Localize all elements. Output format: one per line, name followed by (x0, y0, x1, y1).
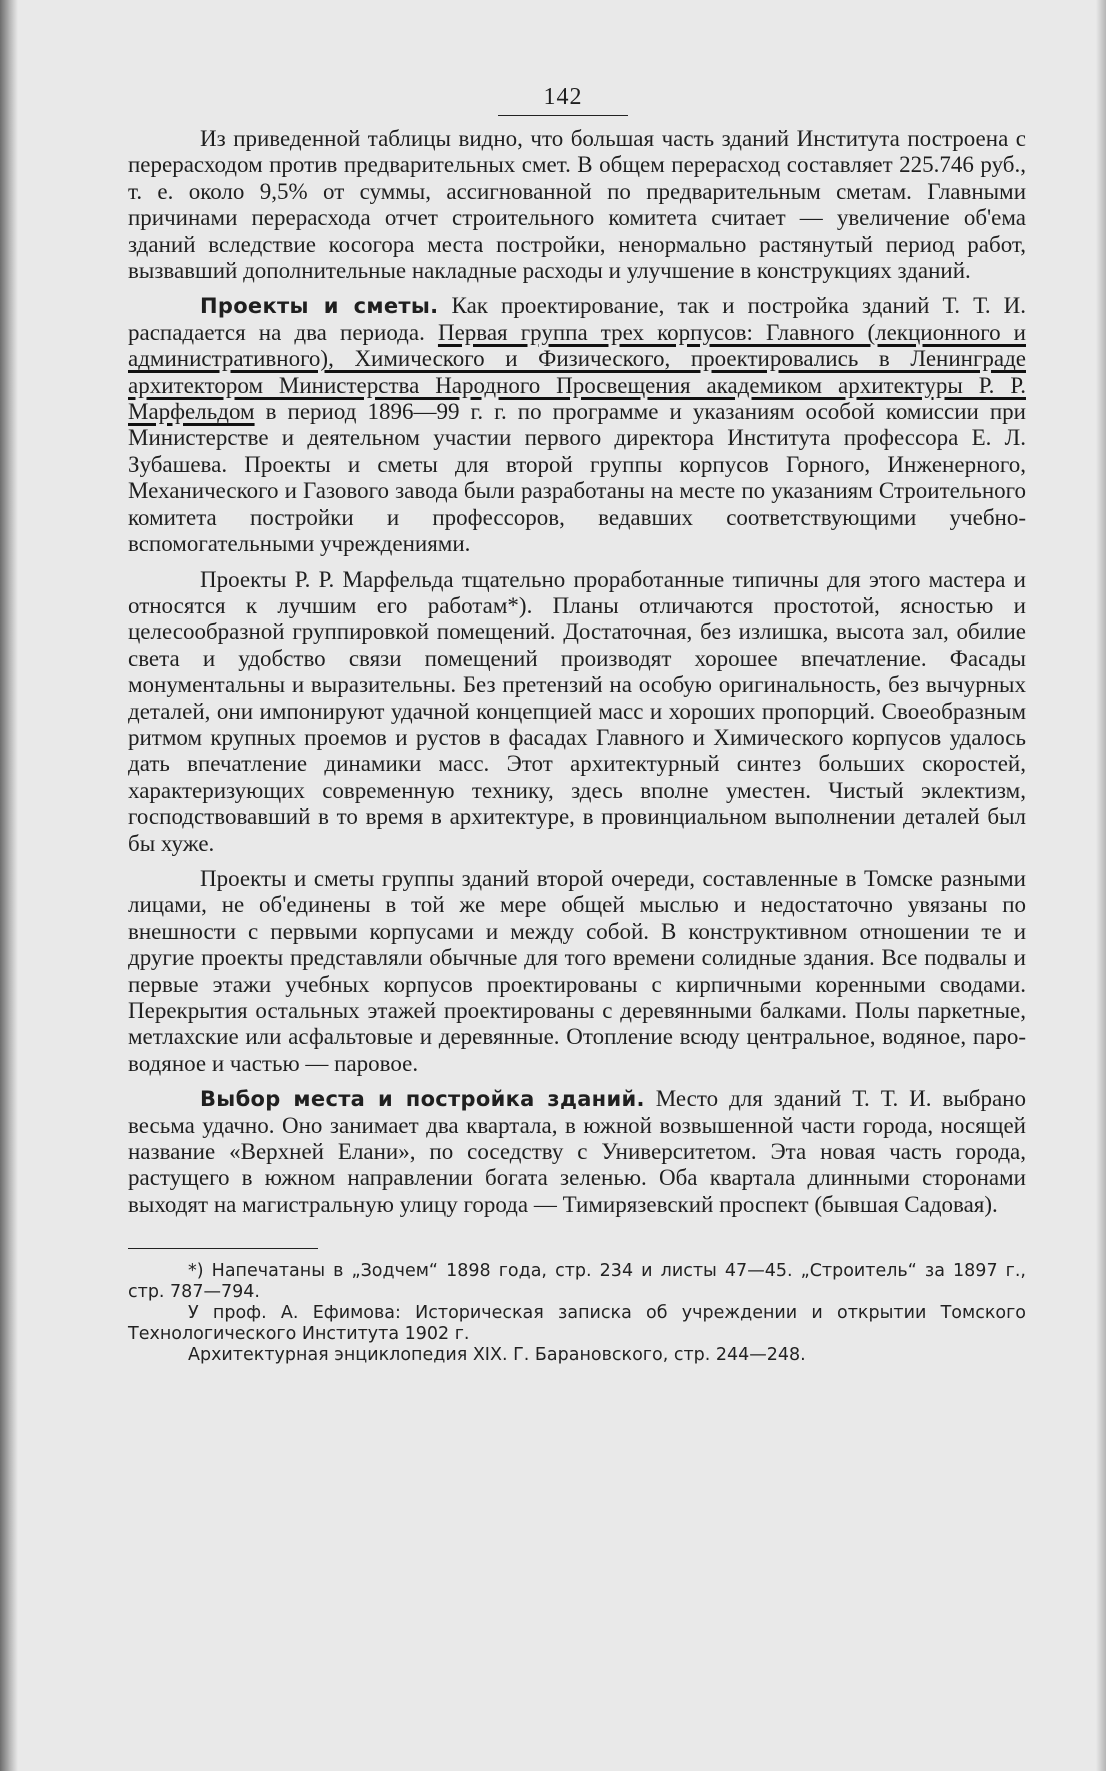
footnote: У проф. А. Ефимова: Историческая записка об учреждении и открытии Томского Технологического Института 1902 г. (128, 1303, 1026, 1345)
paragraph-text: Место для зданий Т. Т. И. выбрано весьма удачно. Оно занимает два квартала, в южной возвышенной части города, носящей название «Верхней Елани», по соседству с Университетом. Эта новая часть города, растущего в южном направлении богата зеленью. Оба квартала длинными сторонами выходят на магистральную улицу города — Тимирязевский проспект (бывшая Садовая). (128, 1086, 1026, 1217)
paragraph-text: в период 1896—99 г. г. по программе и указаниям особой комиссии при Министерстве и деятельном участии первого директора Института профессора Е. Л. Зубашева. Проекты и сметы для второй группы корпусов Горного, Инженерного, Механического и Газового завода были разработаны на месте по указаниям Строительного комитета постройки и профессоров, ведавших соответствующими учебно-вспомогательными учреждениями. (128, 399, 1026, 557)
paragraph-second-group: Проекты и сметы группы зданий второй очереди, составленные в Томске разными лицами, не об'единены в той же мере общей мыслью и недостаточно увязаны по внешности с первыми корпусами и между собой. В конструктивном отношении те и другие проекты представляли обычные для того времени солидные здания. Все подвалы и первые этажи учебных корпусов проектированы с кирпичными коренными сводами. Перекрытия остальных этажей проектированы с деревянными балками. Полы паркетные, метлахские или асфальтовые и деревянные. Отопление всюду центральное, водяное, паро-водяное и частью — паровое. (128, 865, 1026, 1076)
underlined-passage: Первая группа трех корпусов: Главного (лекционного и административного), Химического и Физического, проектировались в Ленинграде архитектором Министерства Народного Просвещения академиком архитектуры Р. Р. Марфельдом (128, 319, 1026, 425)
footnote: Архитектурная энциклопедия XIX. Г. Барановского, стр. 244—248. (188, 1345, 806, 1366)
paragraph-marfeld-projects: Проекты Р. Р. Марфельда тщательно проработанные типичны для этого мастера и относятся к лучшим его работам*). Планы отличаются простотой, ясностью и целесообразной группировкой помещений. Достаточная, без излишка, высота зал, обилие света и удобство связи помещений производят хорошее впечатление. Фасады монументальны и выразительны. Без претензий на особую оригинальность, без вычурных деталей, они импонируют удачной концепцией масс и хороших пропорций. Своеобразным ритмом крупных проемов и рустов в фасадах Главного и Химического корпусов удалось дать впечатление динамики масс. Этот архитектурный синтез больших скоростей, характеризующих современную технику, здесь вполне уместен. Чистый эклектизм, господствовавший в то время в архитектуре, в провинциальном выполнении деталей был бы хуже. (128, 566, 1026, 856)
footnote-divider (128, 1248, 318, 1249)
paragraph-projects-estimates (128, 293, 1026, 557)
page-number: 142 (498, 84, 628, 116)
footnote: *) Напечатаны в „Зодчем“ 1898 года, стр. 234 и листы 47—45. „Строитель“ за 1897 г., стр. 787—794. (128, 1261, 1026, 1303)
paragraph-text: Как проектирование, так и постройка зданий Т. Т. И. распадается на два периода. (128, 293, 1026, 345)
section-heading-projects: Проекты и сметы. (200, 294, 439, 319)
section-heading-site: Выбор места и постройка зданий. (200, 1087, 645, 1112)
paragraph-overrun: Из приведенной таблицы видно, что большая часть зданий Института построена с перерасходом против предварительных смет. В общем перерасход составляет 225.746 руб., т. е. около 9,5% от суммы, ассигнованной по предварительным сметам. Главными причинами перерасхода отчет строительного комитета считает — увеличение об'ема зданий вследствие косогора места постройки, ненормально растянутый период работ, вызвавший дополнительные накладные расходы и улучшение в конструкциях зданий. (128, 126, 1026, 284)
paragraph-site-selection (128, 1086, 1026, 1218)
